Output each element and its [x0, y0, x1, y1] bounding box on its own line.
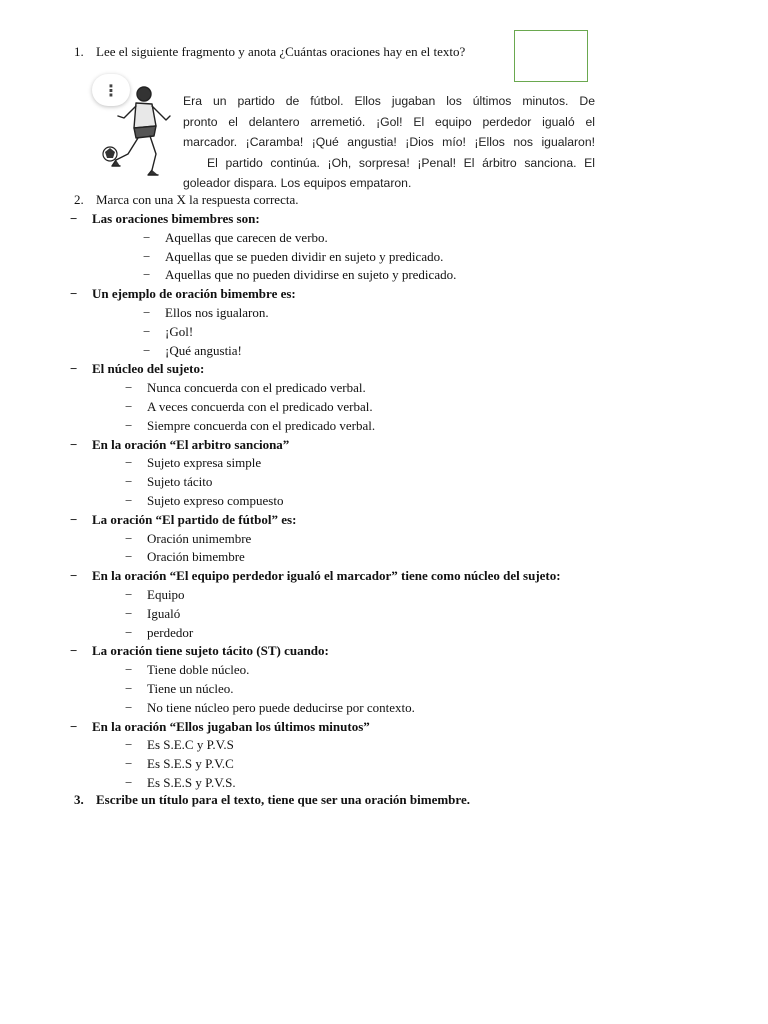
reading-passage	[183, 91, 595, 194]
dash-bullet: −	[143, 248, 151, 264]
dash-bullet: −	[70, 436, 78, 452]
question-heading	[70, 285, 670, 304]
dash-bullet: −	[125, 605, 133, 621]
answer-option-text: A veces concuerda con el predicado verbal.	[147, 398, 373, 414]
answer-option[interactable]	[70, 379, 670, 398]
passage-line: marcador. ¡Caramba! ¡Qué angustia! ¡Dios mío! ¡Ellos nos igualaron!	[183, 135, 595, 150]
question-2	[74, 192, 298, 208]
dash-bullet: −	[143, 229, 151, 245]
answer-option-text: Aquellas que carecen de verbo.	[165, 229, 328, 245]
dash-bullet: −	[125, 774, 133, 790]
passage-line: pronto el delantero arremetió. ¡Gol! El equipo perdedor igualó el	[183, 114, 595, 129]
question-heading	[70, 436, 670, 455]
dash-bullet: −	[125, 474, 133, 490]
question-heading-text: En la oración “El equipo perdedor igualó el marcador” tiene como núcleo del sujeto:	[92, 568, 561, 584]
dash-bullet: −	[70, 568, 78, 584]
answer-option[interactable]	[70, 248, 670, 267]
question-1-number: 1.	[74, 44, 84, 59]
answer-option[interactable]	[70, 755, 670, 774]
question-heading	[70, 567, 670, 586]
question-heading-text: En la oración “El arbitro sanciona”	[92, 436, 290, 452]
answer-option-text: Ellos nos igualaron.	[165, 304, 269, 320]
question-heading	[70, 360, 670, 379]
question-heading	[70, 511, 670, 530]
answer-option-text: ¡Gol!	[165, 323, 194, 339]
dash-bullet: −	[125, 737, 133, 753]
question-heading	[70, 718, 670, 737]
answer-option[interactable]	[70, 342, 670, 361]
dash-bullet: −	[125, 492, 133, 508]
dash-bullet: −	[70, 643, 78, 659]
answer-option[interactable]	[70, 454, 670, 473]
dash-bullet: −	[70, 361, 78, 377]
answer-option[interactable]	[70, 736, 670, 755]
dash-bullet: −	[70, 211, 78, 226]
answer-option-text: Tiene un núcleo.	[147, 680, 234, 696]
question-heading-text: La oración “El partido de fútbol” es:	[92, 511, 297, 527]
answer-option[interactable]	[70, 699, 670, 718]
dash-bullet: −	[125, 586, 133, 602]
answer-option-text: perdedor	[147, 624, 194, 640]
dash-bullet: −	[125, 380, 133, 396]
answer-option-text: Equipo	[147, 586, 185, 602]
answer-option-text: Igualó	[147, 605, 181, 621]
answer-option[interactable]	[70, 304, 670, 323]
question-heading-text: En la oración “Ellos jugaban los últimos minutos”	[92, 718, 370, 734]
answer-option-text: Sujeto tácito	[147, 474, 213, 490]
question-heading	[70, 210, 670, 229]
answer-option[interactable]	[70, 266, 670, 285]
answer-option-text: Oración bimembre	[147, 549, 245, 565]
answer-option-text: Sujeto expreso compuesto	[147, 492, 284, 508]
dash-bullet: −	[143, 304, 151, 320]
answer-option-text: Tiene doble núcleo.	[147, 662, 250, 678]
more-vert-icon[interactable]: ⋮	[92, 74, 130, 106]
question-heading	[70, 642, 670, 661]
answer-option[interactable]	[70, 229, 670, 248]
answer-option-text: Siempre concuerda con el predicado verbal.	[147, 417, 376, 433]
answer-option[interactable]	[70, 548, 670, 567]
dash-bullet: −	[70, 286, 78, 302]
dash-bullet: −	[143, 342, 151, 358]
dash-bullet: −	[125, 680, 133, 696]
question-heading-text: Un ejemplo de oración bimembre es:	[92, 286, 296, 302]
answer-option-text: Aquellas que no pueden dividirse en sujeto y predicado.	[165, 267, 457, 283]
question-3	[74, 792, 470, 808]
answer-option[interactable]	[70, 323, 670, 342]
question-heading-text: El núcleo del sujeto:	[92, 361, 205, 377]
answer-option[interactable]	[70, 605, 670, 624]
answer-option-text: Es S.E.S y P.V.C	[147, 756, 234, 772]
answer-option[interactable]	[70, 530, 670, 549]
answer-option[interactable]	[70, 398, 670, 417]
dash-bullet: −	[125, 756, 133, 772]
dash-bullet: −	[125, 530, 133, 546]
multiple-choice-list	[70, 210, 670, 793]
question-heading-text: La oración tiene sujeto tácito (ST) cuando:	[92, 643, 329, 659]
answer-option-text: Oración unimembre	[147, 530, 252, 546]
answer-option-text: Es S.E.C y P.V.S	[147, 737, 234, 753]
answer-option-text: Sujeto expresa simple	[147, 455, 262, 471]
question-3-number: 3.	[74, 792, 84, 807]
answer-option[interactable]	[70, 417, 670, 436]
question-heading-text: Las oraciones bimembres son:	[92, 211, 260, 226]
answer-option-text: Es S.E.S y P.V.S.	[147, 774, 236, 790]
dash-bullet: −	[125, 417, 133, 433]
question-2-text: Marca con una X la respuesta correcta.	[96, 192, 299, 207]
passage-line: Era un partido de fútbol. Ellos jugaban los últimos minutos. De	[183, 94, 595, 108]
dash-bullet: −	[125, 624, 133, 640]
dash-bullet: −	[125, 455, 133, 471]
passage-line: goleador dispara. Los equipos empataron.	[183, 176, 412, 191]
answer-option-text: No tiene núcleo pero puede deducirse por contexto.	[147, 699, 415, 715]
answer-option[interactable]	[70, 624, 670, 643]
answer-option-text: Aquellas que se pueden dividir en sujeto y predicado.	[165, 248, 444, 264]
dash-bullet: −	[70, 718, 78, 734]
answer-option[interactable]	[70, 680, 670, 699]
answer-option-text: Nunca concuerda con el predicado verbal.	[147, 380, 366, 396]
dash-bullet: −	[143, 323, 151, 339]
dash-bullet: −	[125, 398, 133, 414]
question-2-number: 2.	[74, 192, 84, 207]
answer-option-text: ¡Qué angustia!	[165, 342, 242, 358]
dash-bullet: −	[125, 699, 133, 715]
answer-option[interactable]	[70, 774, 670, 793]
dash-bullet: −	[125, 662, 133, 678]
answer-option[interactable]	[70, 586, 670, 605]
question-1	[74, 44, 465, 60]
dash-bullet: −	[143, 267, 151, 283]
question-1-text: Lee el siguiente fragmento y anota ¿Cuántas oraciones hay en el texto?	[96, 44, 466, 59]
answer-option[interactable]	[70, 473, 670, 492]
answer-box[interactable]	[514, 30, 588, 82]
question-3-text: Escribe un título para el texto, tiene que ser una oración bimembre.	[96, 792, 470, 807]
passage-line: El partido continúa. ¡Oh, sorpresa! ¡Penal! El árbitro sanciona. El	[207, 155, 595, 170]
dash-bullet: −	[125, 549, 133, 565]
dash-bullet: −	[70, 511, 78, 527]
answer-option[interactable]	[70, 661, 670, 680]
answer-option[interactable]	[70, 492, 670, 511]
